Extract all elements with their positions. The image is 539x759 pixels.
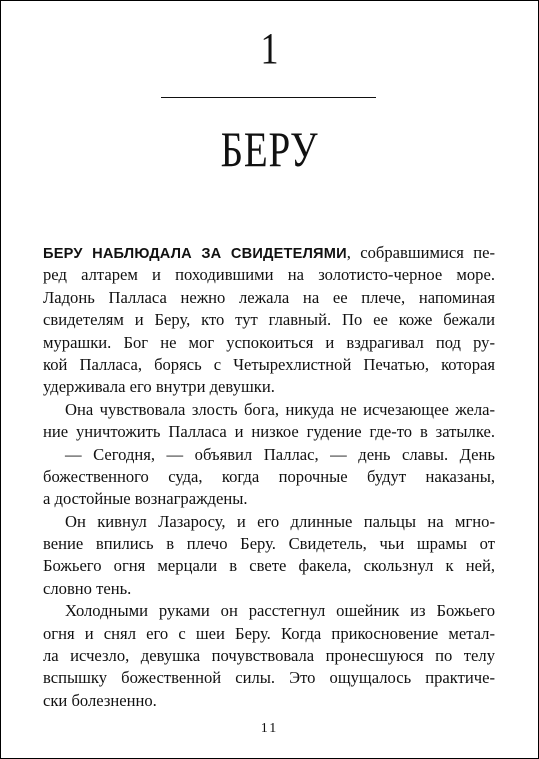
text-line: свидетелям и Беру, кто тут главный. По ее коже бежали (43, 310, 495, 330)
text-line: Он кивнул Лазаросу, и его длинные пальцы на мгно- (65, 511, 495, 531)
chapter-body (43, 242, 495, 712)
text-line: удерживала его внутри девушки. (43, 377, 275, 397)
text-line-segment: , собравшимися пе- (346, 243, 495, 262)
chapter-divider (161, 97, 376, 98)
text-line: ла исчезло, девушка почувствовала пронесшуюся по телу (43, 646, 495, 666)
text-line: кой Палласа, борясь с Четырехлистной Печатью, которая (43, 354, 495, 374)
text-line: словно тень. (43, 578, 132, 598)
text-line: вспышку божественной силы. Это ощущалось практиче- (43, 668, 495, 688)
text-line: мурашки. Бог не мог успокоиться и вздрагивал под ру- (43, 332, 495, 352)
text-line: Божьего огня мерцали в свете факела, скользнул к ней, (43, 556, 495, 576)
text-line: божественного суда, когда порочные будут наказаны, (43, 466, 495, 486)
text-line: Холодными руками он расстегнул ошейник из Божьего (65, 601, 495, 621)
chapter-title: БЕРУ (220, 121, 319, 177)
text-line: а достойные вознаграждены. (43, 489, 248, 509)
text-line: Она чувствовала злость бога, никуда не исчезающее жела- (65, 399, 495, 419)
text-line: — Сегодня, — объявил Паллас, — день славы. День (65, 444, 495, 464)
text-line: ски болезненно. (43, 690, 157, 710)
text-line: Ладонь Палласа нежно лежала на ее плече, напоминая (43, 287, 495, 307)
text-line: вение впились в плечо Беру. Свидетель, чьи шрамы от (43, 534, 495, 554)
lead-in: БЕРУ НАБЛЮДАЛА ЗА СВИДЕТЕЛЯМИ (43, 246, 347, 262)
text-line: ние уничтожить Палласа и низкое гудение где-то в затылке. (43, 422, 495, 442)
page-number: 11 (260, 721, 279, 736)
text-line (43, 242, 495, 264)
text-line: огня и снял его с шеи Беру. Когда прикосновение метал- (43, 623, 495, 643)
chapter-number: 1 (260, 24, 279, 73)
text-line: ред алтарем и походившими на золотисто-черное море. (43, 265, 495, 285)
